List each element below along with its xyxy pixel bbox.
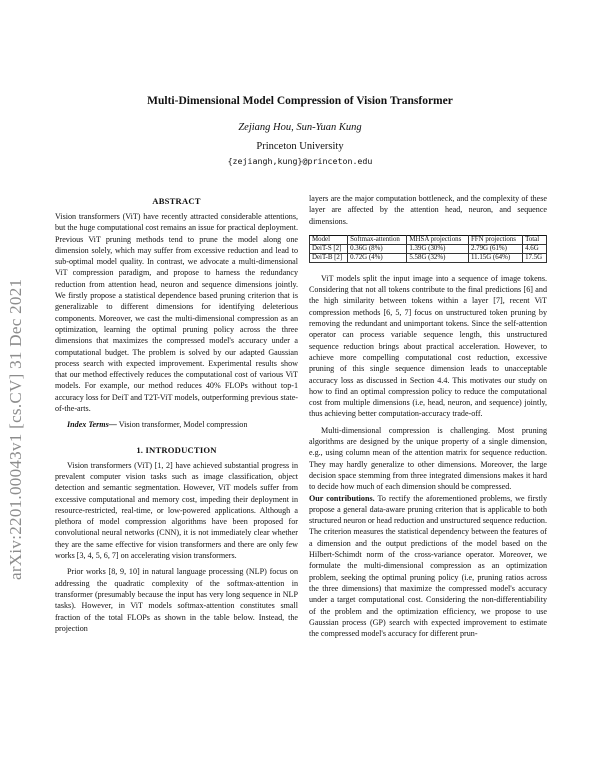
index-terms	[55, 419, 298, 430]
intro-paragraph-1: Vision transformers (ViT) [1, 2] have achieved substantial progress in prevalent computer vision tasks such as image classification, object detection and semantic segmentation. However, ViT models suffer from excessive computational and memory cost, impeding their deployment in resource-restricted, real-time, or low-powered applications. Although a plethora of model compression algorithms have been proposed for convolutional neural networks (CNN), it is not immediately clear whether they are the same effective for vision transformers and there are only few works [3, 4, 5, 6, 7] on accelerating vision transformers.	[55, 460, 298, 561]
contributions-text: To rectify the aforementioned problems, we firstly propose a general data-aware pruning criterion that is applicable to both structured neuron or head reduction and unstructured sequence reduction. The criterion measures the statistical dependency between the features of a dimension and the output predictions of the model based on the Hilbert-Schimdt norm of the cross-variance operator. Moreover, we formulate the multi-dimensional compression as an optimization problem, seeking the optimal pruning policy (i.e, pruning ratios across the three dimensions) that maximize the compressed model's accuracy under a target computational cost. Considering the non-differentiability of the problem and the optimization efficiency, we propose to use Gaussian process (GP) search with expected improvement to estimate the compressed model's accuracy for different prun-	[309, 493, 548, 639]
right-paragraph-3	[309, 493, 547, 640]
author-email: {zejiangh,kung}@princeton.edu	[227, 156, 373, 166]
flops-table-header: MHSA projections	[407, 235, 469, 244]
intro-paragraph-2: Prior works [8, 9, 10] in natural language processing (NLP) focus on addressing the quadratic complexity of the softmax-attention in transformer (presumably because the input has very long sequence in NLP tasks). However, in ViT models softmax-attention constitutes small fraction of the total FLOPs as shown in the table below. Instead, the projection	[55, 567, 298, 633]
table-row	[310, 244, 547, 253]
table-cell: 5.58G (32%)	[407, 253, 469, 262]
right-column	[309, 193, 547, 639]
abstract-text: Vision transformers (ViT) have recently attracted considerable attentions, but the huge computational cost remains an issue for practical deployment. Previous ViT pruning methods tend to prune the model along one dimension solely, which may suffer from excessive reduction and lead to sub-optimal model quality. In contrast, we advocate a multi-dimensional ViT compression paradigm, and propose to harness the redundancy reduction from attention head, neuron and sequence dimensions jointly. We firstly propose a statistical dependence based pruning criterion that is generalizable to different dimensions for identifying deleterious components. Moreover, we cast the multi-dimensional compression as an optimization, learning the optimal pruning policy across the three dimensions that maximizes the compressed model's accuracy under a computational budget. The problem is solved by our adapted Gaussian process search with expected improvement. Experimental results show that our method effectively reduces the computational cost of various ViT models. For example, our method reduces 40% FLOPs without top-1 accuracy loss for DeiT and T2T-ViT models, outperforming previous state-of-the-arts.	[55, 212, 298, 414]
index-terms-label: Index Terms—	[67, 420, 117, 430]
table-cell: DeiT-B [2]	[310, 253, 348, 262]
table-row	[310, 253, 547, 262]
flops-table-header: FFN projections	[468, 235, 522, 244]
table-cell: DeiT-S [2]	[310, 244, 348, 253]
right-paragraph-2: Multi-dimensional compression is challenging. Most pruning algorithms are designed by the unique property of a single dimension, e.g., using column mean of the attention matrix for sequence reduction. They may hardly generalize to other dimensions. Moreover, the large decision space stemming from three integrated dimensions makes it hard to decide how much of each dimension should be compressed.	[309, 425, 547, 492]
index-terms-text: Vision transformer, Model compression	[116, 420, 248, 430]
table-cell: 0.72G (4%)	[348, 253, 407, 262]
table-cell: 2.79G (61%)	[468, 244, 522, 253]
flops-table-header: Softmax-attention	[348, 235, 407, 244]
table-cell: 11.15G (64%)	[468, 253, 522, 262]
flops-table-header: Total	[523, 235, 547, 244]
contributions-lead: Our contributions.	[309, 493, 375, 503]
right-paragraph-0: layers are the major computation bottleneck, and the complexity of these layer are affected by the attention head, neuron, and sequence dimensions.	[309, 194, 547, 226]
abstract-heading: ABSTRACT	[152, 196, 201, 206]
right-paragraph-1: ViT models split the input image into a sequence of image tokens. Considering that not all tokens contribute to the final predictions [6] and the high similarity between tokens within a layer [7], recent ViT compression methods [6, 5, 7] focus on unstructured token pruning by removing the redundant and unimportant tokens. Since the self-attention operator can process variable sequence length, this unstructured sequence reduction brings about practical acceleration. However, to achieve more compelling computational cost reduction, excessive pruning of this single sequence dimension leads to unacceptable accuracy loss as discussed in Section 4.4. This motivates our study on how to find an optimal compression policy to reduce the computational cost from multiple dimensions (i.e, head, neuron, and sequence) jointly, thus achieving better computation-accuracy trade-off.	[309, 273, 547, 419]
paper-affiliation: Princeton University	[256, 141, 344, 152]
flops-table-header: Model	[310, 235, 348, 244]
flops-table	[309, 235, 547, 263]
table-cell: 0.36G (8%)	[348, 244, 407, 253]
arxiv-stamp: arXiv:2201.00043v1 [cs.CV] 31 Dec 2021	[6, 278, 25, 580]
paper-authors: Zejiang Hou, Sun-Yuan Kung	[238, 122, 362, 133]
table-cell: 17.5G	[523, 253, 547, 262]
paper-title: Multi-Dimensional Model Compression of Vision Transformer	[147, 95, 453, 107]
intro-heading: 1. INTRODUCTION	[136, 444, 217, 455]
flops-table-header-row	[310, 235, 547, 244]
table-cell: 1.39G (30%)	[407, 244, 469, 253]
table-cell: 4.6G	[523, 244, 547, 253]
left-column	[55, 196, 298, 634]
